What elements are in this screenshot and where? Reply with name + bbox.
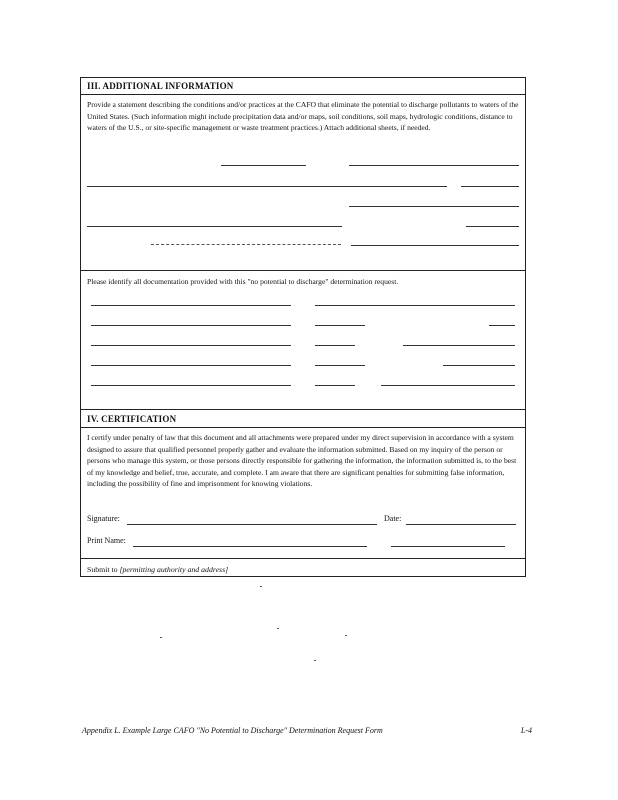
documentation-line[interactable] xyxy=(403,345,515,346)
statement-line[interactable] xyxy=(87,186,447,187)
documentation-line[interactable] xyxy=(315,345,355,346)
section-divider xyxy=(81,94,525,95)
section-divider xyxy=(81,409,525,410)
section-divider xyxy=(81,558,525,559)
page-number: L-4 xyxy=(520,726,532,735)
statement-line[interactable] xyxy=(349,206,519,207)
documentation-line[interactable] xyxy=(443,365,515,366)
submit-target: [permitting authority and address] xyxy=(119,565,229,574)
scan-speck xyxy=(277,628,279,629)
section-divider xyxy=(81,270,525,271)
certification-text: I certify under penalty of law that this document and all attachments were prepared under my direct supervision in accordance with a system designed to assure that qualified personnel properly gather and evaluate the information submitted. Based on my inquiry of the person or persons who manage this system, or those persons directly responsible for gathering the information, the information submitted is, to the best of my knowledge and belief, true, accurate, and complete. I am aware that there are significant penalties for submitting false information, including the possibility of fine and imprisonment for knowing violations. xyxy=(87,433,517,488)
scan-speck xyxy=(160,637,162,638)
request-form xyxy=(80,77,526,577)
statement-line[interactable] xyxy=(151,244,341,245)
documentation-prompt: Please identify all documentation provided with this "no potential to discharge" determination request. xyxy=(87,277,399,286)
submit-prefix: Submit to xyxy=(87,565,118,574)
submit-to-line xyxy=(87,565,228,574)
statement-line[interactable] xyxy=(87,226,342,227)
signature-field[interactable] xyxy=(127,524,377,525)
documentation-line[interactable] xyxy=(489,325,515,326)
documentation-line[interactable] xyxy=(315,325,365,326)
statement-line[interactable] xyxy=(351,245,519,246)
scan-speck xyxy=(345,635,347,636)
documentation-line[interactable] xyxy=(91,345,291,346)
footer-caption: Appendix L. Example Large CAFO "No Potential to Discharge" Determination Request Form xyxy=(82,726,383,735)
statement-line[interactable] xyxy=(466,226,519,227)
scan-speck xyxy=(260,586,262,587)
statement-line[interactable] xyxy=(461,186,519,187)
scan-speck xyxy=(314,660,316,661)
documentation-line[interactable] xyxy=(91,385,291,386)
documentation-line[interactable] xyxy=(315,385,355,386)
page-footer xyxy=(82,726,532,735)
statement-line[interactable] xyxy=(221,165,306,166)
documentation-line[interactable] xyxy=(91,365,291,366)
documentation-line[interactable] xyxy=(315,365,365,366)
signature-label: Signature: xyxy=(87,514,120,523)
documentation-line[interactable] xyxy=(91,305,291,306)
section-divider xyxy=(81,427,525,428)
date-field[interactable] xyxy=(406,524,516,525)
print-name-field-extra[interactable] xyxy=(391,546,505,547)
documentation-line[interactable] xyxy=(381,385,515,386)
print-name-label: Print Name: xyxy=(87,536,126,545)
section-iv-title: IV. CERTIFICATION xyxy=(87,414,177,424)
documentation-line[interactable] xyxy=(91,325,291,326)
section-iii-instructions: Provide a statement describing the conditions and/or practices at the CAFO that eliminate the potential to discharge pollutants to waters of the United States. (Such information might include precipitation data and/or maps, soil conditions, soil maps, hydrologic conditions, distance to waters of the U.S., or site-specific management or waste treatment practices.) Attach additional sheets, if needed. xyxy=(87,100,519,132)
date-label: Date: xyxy=(384,514,402,523)
print-name-field[interactable] xyxy=(133,546,367,547)
documentation-line[interactable] xyxy=(315,305,515,306)
statement-line[interactable] xyxy=(349,165,519,166)
section-iii-title: III. ADDITIONAL INFORMATION xyxy=(87,81,234,91)
